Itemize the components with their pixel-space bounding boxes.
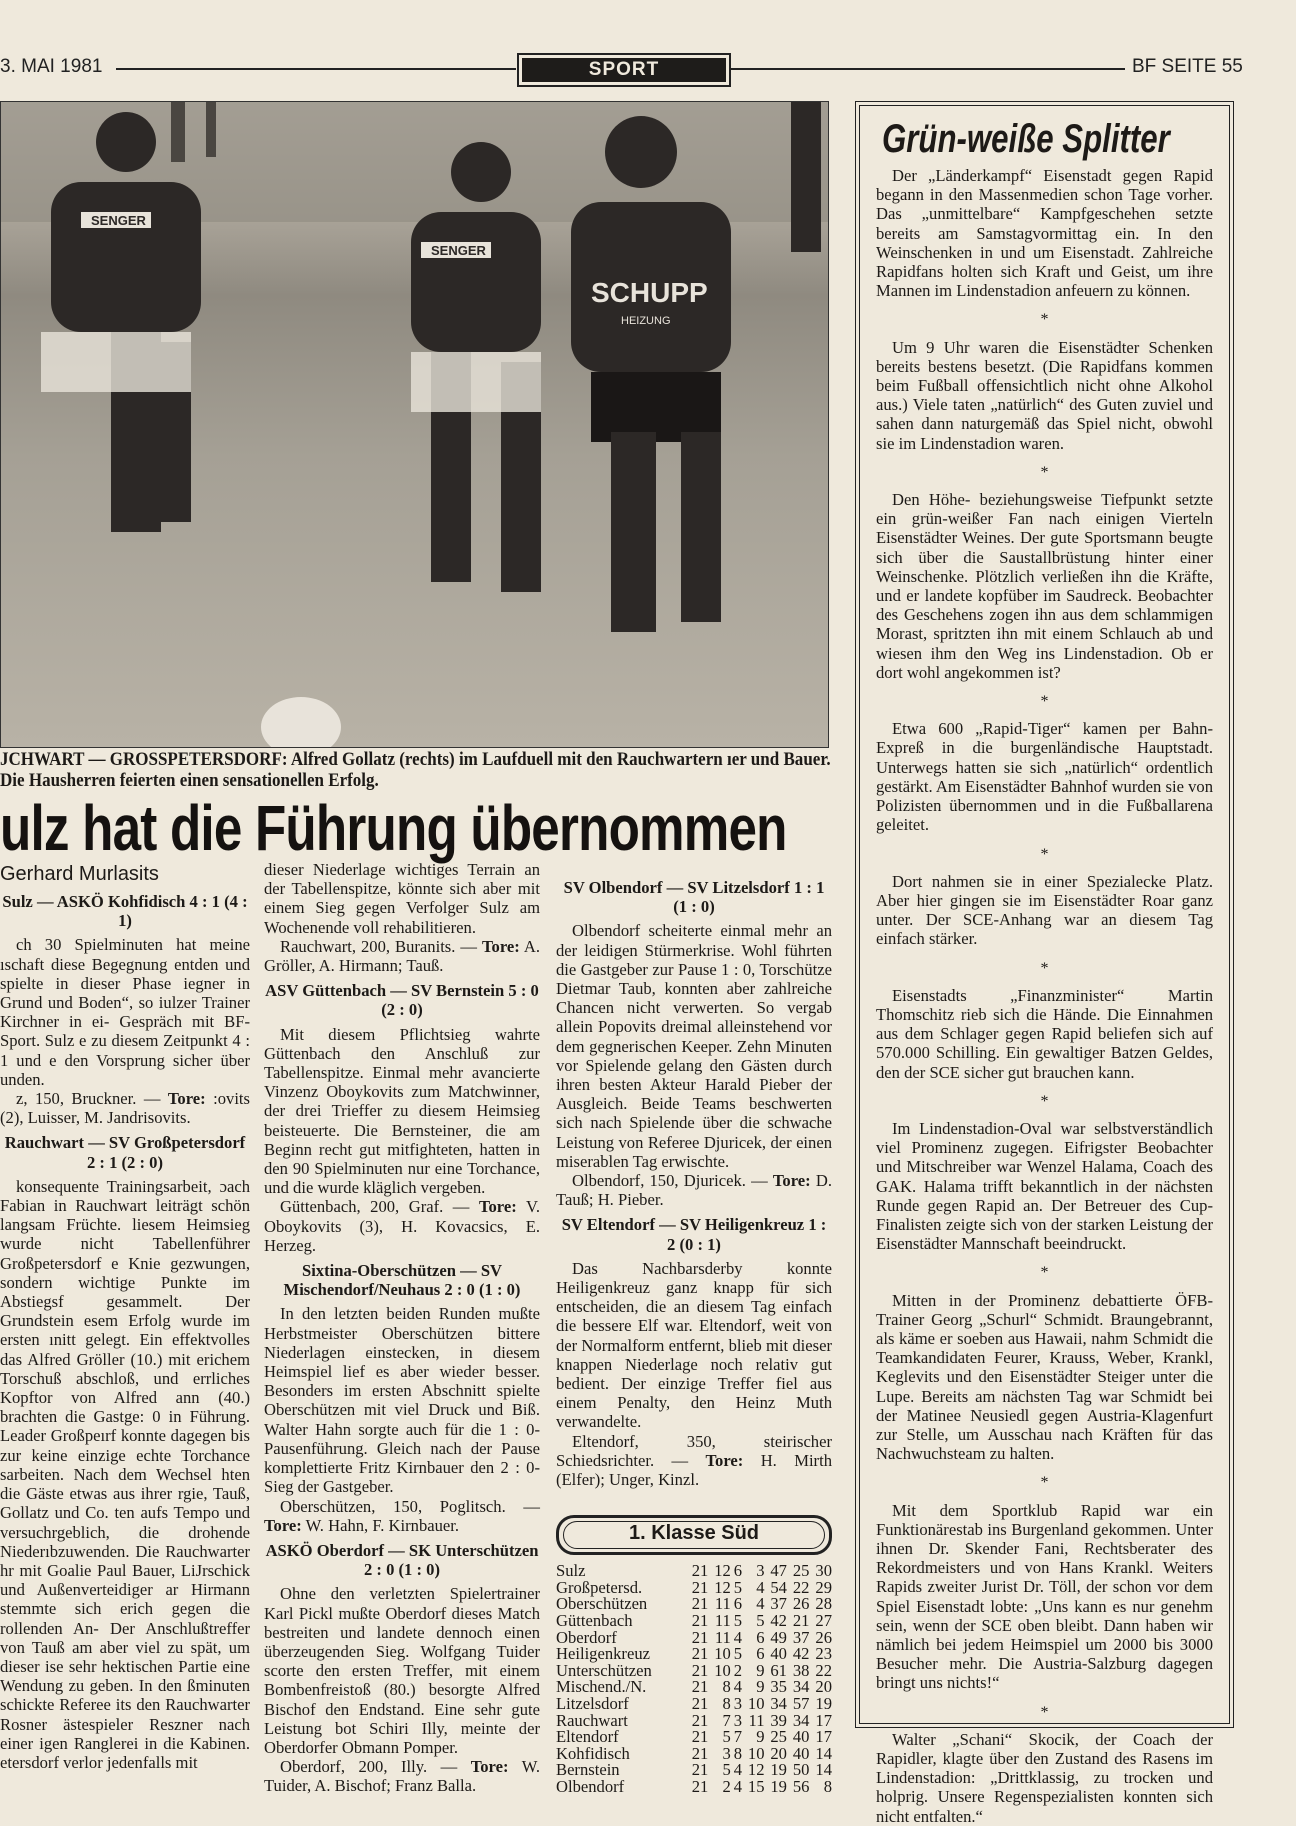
- jersey-text: HEIZUNG: [621, 315, 671, 327]
- stat-cell: 3: [733, 1694, 743, 1714]
- stat-cell: 28: [815, 1594, 832, 1614]
- stat-cell: 57: [792, 1694, 810, 1714]
- section-label: SPORT: [522, 58, 726, 82]
- team-name: Heiligenkreuz: [556, 1644, 650, 1664]
- sidebar-content: [859, 105, 1230, 1826]
- asterisk-separator: *: [1040, 1092, 1049, 1110]
- stat-cell: 34: [792, 1710, 810, 1730]
- stat-cell: 5: [756, 1611, 765, 1631]
- match-heading: SV Eltendorf — SV Heiligenkreuz 1 : 2 (0 : 1): [561, 1215, 827, 1254]
- asterisk-separator: *: [1040, 959, 1049, 977]
- credit-info: z, 150, Bruckner. —: [16, 1089, 161, 1109]
- stat-cell: 35: [770, 1677, 787, 1697]
- team-name: Sulz: [556, 1561, 586, 1581]
- stat-cell: 19: [770, 1777, 787, 1797]
- stat-cell: 34: [770, 1694, 787, 1714]
- stat-cell: 7: [722, 1710, 731, 1730]
- stat-cell: 2: [733, 1660, 743, 1680]
- sidebar-paragraph: Walter „Schani“ Skocik, der Coach der Rapidler, klagte über den Zustand des Rasens im Lindenstadion: „Drittklassig, zu trocken und holprig. Unsere Regenspezialisten konnten sich nicht entfalten.“: [876, 1729, 1213, 1826]
- stat-cell: 23: [815, 1644, 832, 1664]
- team-name: Litzelsdorf: [556, 1694, 629, 1714]
- stat-cell: 37: [770, 1594, 787, 1614]
- stat-cell: 9: [756, 1660, 765, 1680]
- asterisk-separator: *: [1040, 311, 1049, 329]
- stat-cell: 19: [815, 1694, 832, 1714]
- team-name: Großpetersd.: [556, 1577, 643, 1597]
- standings-title: 1. Klasse Süd: [563, 1521, 825, 1549]
- stat-cell: 12: [714, 1561, 731, 1581]
- match-photo: [0, 101, 829, 748]
- match-credit: [264, 1757, 540, 1795]
- stat-cell: 6: [756, 1644, 765, 1664]
- stat-cell: 20: [770, 1743, 787, 1763]
- table-row: [556, 1779, 832, 1796]
- stat-cell: 3: [722, 1743, 731, 1763]
- stat-cell: 11: [714, 1594, 731, 1614]
- match-credit: [264, 1497, 540, 1535]
- sidebar-paragraph: Mit dem Sportklub Rapid war ein Funktionärestab ins Burgenland gekommen. Unter ihnen Dr. Skender Fani, Rechtsberater des Rekordmeisters und von Hans Krankl. Weiters Rapids zweiter Jurist Dr. Töll, der schon vor dem Spiel Eisenstadt lobte: „Uns kann es nur genehm sein, wenn der SCE oben bleibt. Dann haben wir nämlich bei jedem Heimspiel um 2000 bis 3000 Besucher mehr. Die Austria-Salzburg dagegen bringt uns nichts!“: [876, 1500, 1213, 1693]
- stat-cell: 17: [815, 1710, 832, 1730]
- team-name: Kohfidisch: [556, 1743, 630, 1763]
- asterisk-separator: *: [1040, 1264, 1049, 1282]
- credit-info: Güttenbach, 200, Graf. —: [280, 1197, 470, 1217]
- stat-cell: 21: [691, 1677, 709, 1697]
- stat-cell: 21: [691, 1627, 709, 1647]
- goals-label: Tore:: [470, 1757, 509, 1777]
- credit-info: Oberdorf, 200, Illy. —: [280, 1757, 458, 1777]
- stat-cell: 9: [756, 1677, 765, 1697]
- stat-cell: 21: [691, 1727, 709, 1747]
- stat-cell: 6: [733, 1594, 743, 1614]
- stat-cell: 61: [770, 1660, 787, 1680]
- article-headline: ulz hat die Führung übernommen: [0, 792, 787, 864]
- stat-cell: 4: [756, 1594, 765, 1614]
- stat-cell: 5: [733, 1644, 743, 1664]
- stat-cell: 54: [770, 1577, 787, 1597]
- football-players-illustration: [1, 102, 828, 747]
- sidebar-box: [855, 101, 1234, 1826]
- standings-table: [556, 1563, 832, 1795]
- stat-cell: 27: [815, 1611, 832, 1631]
- stat-cell: 14: [815, 1760, 832, 1780]
- stat-cell: 40: [792, 1743, 810, 1763]
- stat-cell: 4: [756, 1577, 765, 1597]
- match-heading: Rauchwart — SV Großpetersdorf 2 : 1 (2 : 0): [4, 1133, 246, 1172]
- stat-cell: 40: [770, 1644, 787, 1664]
- stat-cell: 40: [792, 1727, 810, 1747]
- asterisk-separator: *: [1040, 693, 1049, 711]
- paragraph: ch 30 Spielminuten hat meine ıschaft diese Begegnung entden und spielte in dieser Phase iegner in Grund und Boden“, so iulzer Trainer Kirchner in ei- Gespräch mit BF-Sport. Sulz e zu diesem Zeitpunkt 4 : 1 und e den Vorsprung sicher über unden.: [0, 935, 250, 1089]
- match-credit: [556, 1432, 832, 1490]
- jersey-text: SCHUPP: [591, 277, 708, 308]
- stat-cell: 10: [714, 1660, 731, 1680]
- match-heading: Sulz — ASKÖ Kohfidisch 4 : 1 (4 : 1): [2, 892, 248, 931]
- team-name: Eltendorf: [556, 1727, 619, 1747]
- goals-label: Tore:: [167, 1089, 206, 1109]
- sidebar-paragraph: Mitten in der Prominenz debattierte ÖFB-Trainer Georg „Schurl“ Schmidt. Braungebrannt, als käme er soeben aus Hawaii, nahm Schmidt die Teamkandidaten Feurer, Krauss, Weber, Krankl, Keglevits und den Eisenstädter Steiger unter die Lupe. Bereits am nächsten Tag war Schmidt bei der Matinee Neusiedl gegen Austria-Klagenfurt zur Stelle, um Ausschau nach Kräften für das Nachwuchsteam zu halten.: [876, 1290, 1213, 1464]
- stat-cell: 50: [792, 1760, 810, 1780]
- goal-scorers: V. Oboykovits (3), H. Kovacsics, E. Herzeg.: [264, 1197, 540, 1255]
- stat-cell: 21: [691, 1694, 709, 1714]
- stat-cell: 2: [722, 1777, 731, 1797]
- match-heading: ASKÖ Oberdorf — SK Unterschützen 2 : 0 (1 : 0): [265, 1540, 539, 1580]
- byline: Gerhard Murlasits: [0, 863, 159, 885]
- paragraph: Ohne den verletzten Spielertrainer Karl Pickl mußte Oberdorf dieses Match bestreiten und landete dennoch einen überzeugenden Sieg. Wolfgang Tuider scorte den ersten Treffer, mit einem Bombenfreistoß (80.) besorgte Alfred Bischof den Endstand. Eine sehr gute Leistung bot Schiri Illy, meinte der Oberdorfer Obmann Pomper.: [264, 1584, 540, 1757]
- paragraph: In den letzten beiden Runden mußte Herbstmeister Oberschützen bittere Niederlagen einstecken, in diesem Heimspiel lief es aber wieder besser. Besonders im ersten Abschnitt spielte Oberschützen mit viel Druck und Biß. Walter Hahn sorgte auch für die 1 : 0-Pausenführung. Gleich nach der Pause komplettierte Fritz Kirnbauer den 2 : 0-Sieg der Gastgeber.: [264, 1304, 540, 1497]
- stat-cell: 11: [714, 1627, 731, 1647]
- paragraph: Das Nachbarsderby konnte Heiligenkreuz ganz knapp für sich entscheiden, die an diesem Tag einfach die bessere Elf war. Eltendorf, weit von der Normalform entfernt, blieb mit dieser knappen Niederlage noch relativ gut bedient. Der einzige Treffer fiel aus einem Penalty, den Heinz Muth verwandelte.: [556, 1258, 832, 1432]
- stat-cell: 21: [691, 1760, 709, 1780]
- stat-cell: 12: [714, 1577, 731, 1597]
- ball: [261, 697, 341, 747]
- stat-cell: 21: [691, 1577, 709, 1597]
- sidebar-paragraph: Dort nahmen sie in einer Spezialecke Platz. Aber hier gingen sie im Eisenstädter Roar ganz unter. Der SCE-Anhang war an diesem Tag einfach stärker.: [876, 871, 1213, 949]
- stat-cell: 34: [792, 1677, 810, 1697]
- section-label-box: [517, 53, 731, 87]
- stat-cell: 4: [733, 1760, 743, 1780]
- match-heading: ASV Güttenbach — SV Bernstein 5 : 0 (2 : 0): [265, 981, 539, 1020]
- article-column-1: [0, 862, 250, 1772]
- stat-cell: 17: [815, 1727, 832, 1747]
- team-name: Bernstein: [556, 1760, 620, 1780]
- stat-cell: 21: [691, 1660, 709, 1680]
- stat-cell: 5: [722, 1760, 731, 1780]
- stat-cell: 56: [792, 1777, 810, 1797]
- stat-cell: 21: [691, 1743, 709, 1763]
- team-name: Oberdorf: [556, 1627, 617, 1647]
- stat-cell: 8: [722, 1694, 731, 1714]
- stat-cell: 7: [733, 1727, 743, 1747]
- sidebar-paragraph: Um 9 Uhr waren die Eisenstädter Schenken bereits bestens besetzt. (Die Rapidfans kommen beim Fußball offensichtlich nicht ohne Alkohol aus.) Viele taten „natürlich“ des Guten zuviel und sahen dann naturgemäß das Spiel nicht, obwohl sie im Lindenstadion waren.: [876, 337, 1213, 453]
- sidebar-paragraph: Etwa 600 „Rapid-Tiger“ kamen per Bahn-Expreß in die burgenländische Hauptstadt. Unterwegs hatten sie sich „natürlich“ ordentlich gestärkt. Am Eisenstädter Bahnhof wurden sie von Polizisten übernommen und in die Fußballarena geleitet.: [876, 719, 1213, 835]
- goal-scorers: W. Tuider, A. Bischof; Franz Balla.: [264, 1757, 540, 1796]
- credit-info: Eltendorf, 350, steirischer Schiedsrichter. —: [556, 1431, 832, 1470]
- goals-label: Tore:: [481, 936, 520, 956]
- article-column-3: [556, 872, 832, 1796]
- team-name: Güttenbach: [556, 1611, 633, 1631]
- standings-title-box: [556, 1515, 832, 1555]
- team-name: Rauchwart: [556, 1710, 628, 1730]
- stat-cell: 3: [733, 1710, 743, 1730]
- jersey-text: SENGER: [91, 213, 146, 228]
- asterisk-separator: *: [1040, 845, 1049, 863]
- stat-cell: 21: [792, 1611, 810, 1631]
- goal-scorers: D. Tauß; H. Pieber.: [556, 1171, 832, 1210]
- stat-cell: 3: [756, 1561, 765, 1581]
- stat-cell: 5: [722, 1727, 731, 1747]
- team-name: Mischend./N.: [556, 1677, 647, 1697]
- issue-date: 3. MAI 1981: [0, 56, 103, 77]
- team-name: Unterschützen: [556, 1660, 652, 1680]
- goals-label: Tore:: [264, 1515, 302, 1535]
- match-credit: [556, 1171, 832, 1209]
- stat-cell: 29: [815, 1577, 832, 1597]
- stat-cell: 5: [733, 1611, 743, 1631]
- credit-info: Oberschützen, 150, Poglitsch. —: [280, 1496, 540, 1516]
- stat-cell: 38: [792, 1660, 810, 1680]
- team-name: Olbendorf: [556, 1777, 625, 1797]
- stat-cell: 4: [733, 1677, 743, 1697]
- stat-cell: 25: [770, 1727, 787, 1747]
- stat-cell: 26: [815, 1627, 832, 1647]
- credit-info: Rauchwart, 200, Buranits. —: [280, 936, 477, 956]
- match-credit: [0, 1089, 250, 1127]
- paragraph: Mit diesem Pflichtsieg wahrte Güttenbach den Anschluß zur Tabellenspitze. Einmal mehr avancierte Vinzenz Oboykovits zum Matchwinner, der drei Trieffer zu diesem Heimsieg beisteuerte. Die Bernsteiner, die am Beginn recht gut mitfighteten, hatten in den 90 Spielminuten nur eine Torchance, und die wurde kläglich vergeben.: [264, 1024, 540, 1198]
- paragraph: konsequente Trainingsarbeit, ɔach Fabian in Rauchwart leiträgt schön langsam Früchte. liesem Heimsieg wurde nicht Tabellenführer Großpetersdorf e Knie gezwungen, sondern wichtige Punkte im Abstiegsf gesammelt. Der Grundstein esem Erfolg wurde im ersten ınitt gelegt. Ein effektvolles das Alfred Gröller (10.) mit erichem Torschuß abschloß, und errliches Kopftor von Alfred ann (40.) brachten die Gastge: 0 in Führung. Leader Großpeırf konnte dagegen bis zur keine einzige echte Torchance sarbeiten. Nach dem Wechsel hten die Gäste etwas aus ihrer rgie, Tauß, Gollatz und Co. ten aufs Tempo und versuchrgeblich, die drohende Niederıbzuwenden. Die Rauchwarter hr mit Goalie Paul Bauer, LiJrschick und Außenverteidiger ar Hirmann stemmte sich erich gegen die rollenden An- Der Anschlußtreffer von Tauß am aber viel zu spät, um dieser ise sehr hektischen Partie eine Wendung zu geben. In den ßminuten schickte Referee its den Rauchwarter Rosner ästespieler Reszner nach einer igen Ranglerei in die Kabinen. etersdorf verlor jedenfalls mit: [0, 1176, 250, 1772]
- stat-cell: 8: [722, 1677, 731, 1697]
- match-heading: SV Olbendorf — SV Litzelsdorf 1 : 1 (1 : 0): [563, 878, 825, 917]
- paragraph: Olbendorf scheiterte einmal mehr an der leidigen Stürmerkrise. Wohl führten die Gastgeber zur Pause 1 : 0, Torschütze Dietmar Taub, konnten aber zahlreiche Chancen nicht verwerten. So vergab allein Popovits dreimal alleinstehend vor dem gegnerischen Keeper. Zehn Minuten vor Spielende gelang den Gästen durch ihren besten Akteur Harald Pieber der Ausgleich. Beide Teams beschwerten sich nach Spielende über die schwache Leistung von Referee Djuricek, der einen miserablen Tag erwischte.: [556, 921, 832, 1171]
- stat-cell: 21: [691, 1611, 709, 1631]
- stat-cell: 21: [691, 1777, 709, 1797]
- stat-cell: 19: [770, 1760, 787, 1780]
- stat-cell: 11: [714, 1611, 731, 1631]
- match-credit: [264, 1197, 540, 1255]
- sidebar-title: Grün-weiße Splitter: [882, 117, 1170, 161]
- photo-caption: JCHWART — GROSSPETERSDORF: Alfred Gollatz (rechts) im Laufduell mit den Rauchwartern ıer und Bauer. Die Hausherren feierten einen sensationellen Erfolg.: [0, 750, 831, 791]
- team-name: Oberschützen: [556, 1594, 648, 1614]
- goals-label: Tore:: [478, 1197, 517, 1217]
- goal-scorers: H. Mirth (Elfer); Unger, Kinzl.: [556, 1450, 832, 1490]
- stat-cell: 42: [792, 1644, 810, 1664]
- stat-cell: 30: [815, 1561, 832, 1581]
- stat-cell: 4: [733, 1627, 743, 1647]
- asterisk-separator: *: [1040, 463, 1049, 481]
- match-heading: Sixtina-Oberschützen — SV Mischendorf/Neuhaus 2 : 0 (1 : 0): [283, 1261, 521, 1300]
- stat-cell: 9: [756, 1727, 765, 1747]
- stat-cell: 10: [747, 1694, 765, 1714]
- stat-cell: 6: [733, 1561, 743, 1581]
- goal-scorers: :ovits (2), Luisser, M. Jandrisovits.: [0, 1089, 250, 1128]
- stat-cell: 6: [756, 1627, 765, 1647]
- stat-cell: 37: [792, 1627, 810, 1647]
- asterisk-separator: *: [1040, 1474, 1049, 1492]
- stat-cell: 4: [733, 1777, 743, 1797]
- credit-info: Olbendorf, 150, Djuricek. —: [572, 1171, 768, 1191]
- header-rule-left: [116, 68, 516, 70]
- stat-cell: 10: [747, 1743, 765, 1763]
- goals-label: Tore:: [705, 1450, 744, 1470]
- stat-cell: 15: [747, 1777, 765, 1797]
- stat-cell: 21: [691, 1644, 709, 1664]
- stat-cell: 14: [815, 1743, 832, 1763]
- stat-cell: 21: [691, 1594, 709, 1614]
- stat-cell: 26: [792, 1594, 810, 1614]
- stat-cell: 20: [815, 1677, 832, 1697]
- stat-cell: 12: [747, 1760, 765, 1780]
- stat-cell: 11: [748, 1710, 765, 1730]
- match-credit: [264, 937, 540, 975]
- page-number: BF SEITE 55: [1132, 56, 1243, 77]
- stat-cell: 21: [691, 1561, 709, 1581]
- jersey-text: SENGER: [431, 243, 486, 258]
- stat-cell: 10: [714, 1644, 731, 1664]
- sidebar-paragraph: Der „Länderkampf“ Eisenstadt gegen Rapid begann in den Massenmedien schon Tage vorher. Das „unmittelbare“ Kampfgeschehen setzte bereits am Samstagvormittag ein. In den Weinschenken in und um Eisenstadt. Zahlreiche Rapidfans holten sich Kraft und Geist, um ihre Mannen im Lindenstadion anfeuern zu können.: [876, 166, 1213, 301]
- stat-cell: 47: [770, 1561, 787, 1581]
- goal-scorers: A. Gröller, A. Hirmann; Tauß.: [264, 936, 541, 976]
- stat-cell: 22: [792, 1577, 810, 1597]
- stat-cell: 5: [733, 1577, 743, 1597]
- stat-cell: 49: [770, 1627, 787, 1647]
- goals-label: Tore:: [772, 1171, 811, 1191]
- header-rule-right: [729, 68, 1125, 70]
- sidebar-paragraph: Im Lindenstadion-Oval war selbstverständlich viel Prominenz zugegen. Eifrigster Beobachter und Mitschreiber war Wenzel Halama, Coach des GAK. Halama trifft bekanntlich in der nächsten Runde gegen Rapid an. Der Betreuer des Cup-Finalisten zeigte sich von der starken Leistung der Eisenstädter Mannschaft beeindruckt.: [876, 1118, 1213, 1254]
- sidebar-paragraph: Eisenstadts „Finanzminister“ Martin Thomschitz rieb sich die Hände. Die Einnahmen aus dem Schlager gegen Rapid beliefen sich auf 570.000 Schilling. Ein gewaltiger Batzen Geldes, den der SCE sicher gut brauchen kann.: [876, 985, 1213, 1082]
- stat-cell: 8: [733, 1743, 743, 1763]
- stat-cell: 21: [691, 1710, 709, 1730]
- sidebar-paragraph: Den Höhe- beziehungsweise Tiefpunkt setzte ein grün-weißer Fan nach einigen Vierteln Eisenstädter Weines. Der gute Sportsmann beugte sich über die Saustallbrüstung hinter einer Weinschenke. Plötzlich verließen ihn die Kräfte, und er landete kopfüber im Saudreck. Beobachter des Geschehens zogen ihn aus dem schlammigen Morast, spritzten ihn mit einem Schlauch ab und wiesen ihm den Weg ins Lindenstadion. Ob er dort wohl angekommen ist?: [876, 490, 1213, 682]
- stat-cell: 22: [815, 1660, 832, 1680]
- stat-cell: 39: [770, 1710, 787, 1730]
- stat-cell: 25: [792, 1561, 810, 1581]
- goal-scorers: W. Hahn, F. Kirnbauer.: [305, 1515, 460, 1535]
- asterisk-separator: *: [1040, 1703, 1049, 1721]
- paragraph: dieser Niederlage wichtiges Terrain an der Tabellenspitze, könnte sich aber mit einem Sieg gegen Verfolger Sulz am Wochenende voll rehabilitieren.: [264, 860, 540, 937]
- stat-cell: 8: [823, 1777, 832, 1797]
- stat-cell: 42: [770, 1611, 787, 1631]
- article-column-2: [264, 860, 540, 1796]
